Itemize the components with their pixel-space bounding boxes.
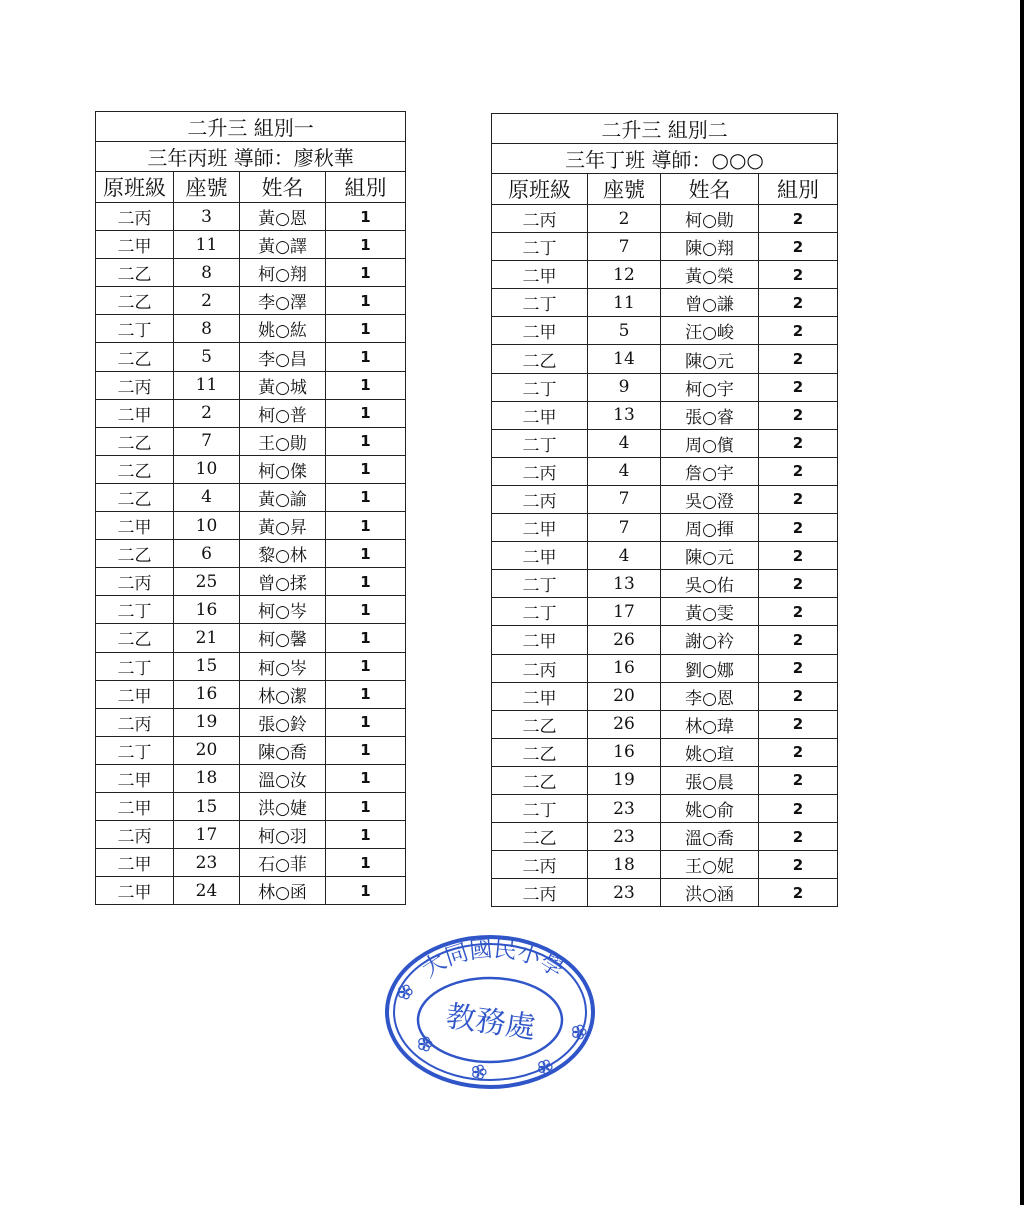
cell-original-class: 二甲 (96, 231, 174, 259)
cell-original-class: 二丁 (96, 315, 174, 343)
table-row (96, 568, 406, 596)
cell-original-class: 二丁 (96, 652, 174, 680)
cell-student-name: 姚○紘 (240, 315, 326, 343)
cell-student-name: 柯○宇 (661, 373, 759, 401)
cell-group: 1 (326, 259, 406, 287)
cell-seat-number: 5 (174, 343, 240, 371)
cell-group: 2 (759, 345, 838, 373)
cell-seat-number: 3 (174, 203, 240, 231)
header-original-class: 原班級 (96, 172, 174, 203)
cell-original-class: 二乙 (96, 624, 174, 652)
cell-group: 1 (326, 708, 406, 736)
cell-student-name: 柯○羽 (240, 821, 326, 849)
cell-original-class: 二甲 (96, 877, 174, 905)
cell-student-name: 周○儐 (661, 429, 759, 457)
cell-original-class: 二丁 (492, 598, 588, 626)
cell-seat-number: 15 (174, 652, 240, 680)
cell-seat-number: 26 (588, 626, 661, 654)
cell-seat-number: 4 (174, 483, 240, 511)
cell-student-name: 李○昌 (240, 343, 326, 371)
table-row (96, 371, 406, 399)
cell-group: 2 (759, 317, 838, 345)
cell-group: 2 (759, 766, 838, 794)
cell-student-name: 柯○馨 (240, 624, 326, 652)
cell-original-class: 二甲 (492, 542, 588, 570)
cell-group: 2 (759, 289, 838, 317)
cell-group: 2 (759, 794, 838, 822)
header-seat-number: 座號 (588, 174, 661, 205)
cell-student-name: 黃○雯 (661, 598, 759, 626)
cell-student-name: 王○勛 (240, 427, 326, 455)
table-row (492, 401, 838, 429)
cell-original-class: 二甲 (96, 512, 174, 540)
table-row (492, 766, 838, 794)
table-row (96, 596, 406, 624)
cell-original-class: 二乙 (96, 455, 174, 483)
header-seat-number: 座號 (174, 172, 240, 203)
table-title: 二升三 組別一 (96, 112, 406, 142)
cell-group: 2 (759, 682, 838, 710)
cell-student-name: 柯○岑 (240, 652, 326, 680)
header-name: 姓名 (661, 174, 759, 205)
cell-group: 2 (759, 233, 838, 261)
cell-seat-number: 11 (588, 289, 661, 317)
seal-office-name: 教務處 (443, 998, 538, 1047)
cell-seat-number: 4 (588, 542, 661, 570)
cell-student-name: 劉○娜 (661, 654, 759, 682)
cell-group: 1 (326, 287, 406, 315)
cell-student-name: 黃○昇 (240, 512, 326, 540)
cell-original-class: 二乙 (96, 343, 174, 371)
cell-seat-number: 4 (588, 457, 661, 485)
cell-seat-number: 24 (174, 877, 240, 905)
cell-original-class: 二丙 (96, 821, 174, 849)
cell-seat-number: 23 (174, 849, 240, 877)
cell-group: 2 (759, 570, 838, 598)
table-row (492, 205, 838, 233)
cell-seat-number: 13 (588, 401, 661, 429)
cell-original-class: 二甲 (96, 399, 174, 427)
cell-student-name: 黃○恩 (240, 203, 326, 231)
table-row (96, 821, 406, 849)
cell-original-class: 二丁 (492, 373, 588, 401)
cell-seat-number: 7 (588, 233, 661, 261)
table-row (96, 624, 406, 652)
cell-group: 2 (759, 485, 838, 513)
cell-group: 1 (326, 483, 406, 511)
table-title: 二升三 組別二 (492, 114, 838, 144)
table-row (492, 317, 838, 345)
cell-group: 1 (326, 849, 406, 877)
cell-student-name: 姚○瑄 (661, 738, 759, 766)
cell-seat-number: 8 (174, 315, 240, 343)
cell-seat-number: 25 (174, 568, 240, 596)
table-row (96, 680, 406, 708)
cell-seat-number: 2 (174, 399, 240, 427)
cell-original-class: 二甲 (492, 317, 588, 345)
cell-original-class: 二乙 (96, 287, 174, 315)
cell-original-class: 二乙 (492, 345, 588, 373)
cell-original-class: 二丙 (492, 485, 588, 513)
cell-seat-number: 7 (174, 427, 240, 455)
cell-original-class: 二甲 (96, 764, 174, 792)
cell-original-class: 二丁 (96, 736, 174, 764)
table-row (492, 457, 838, 485)
cell-seat-number: 7 (588, 485, 661, 513)
cell-seat-number: 2 (588, 205, 661, 233)
cell-original-class: 二丁 (492, 570, 588, 598)
cell-group: 1 (326, 568, 406, 596)
table-row (492, 710, 838, 738)
cell-seat-number: 5 (588, 317, 661, 345)
cell-group: 1 (326, 455, 406, 483)
cell-original-class: 二乙 (96, 540, 174, 568)
table-row (492, 542, 838, 570)
page-edge-bar (1020, 0, 1024, 1205)
table-row (96, 287, 406, 315)
cell-seat-number: 7 (588, 514, 661, 542)
cell-seat-number: 18 (588, 851, 661, 879)
table-row (96, 203, 406, 231)
cell-group: 1 (326, 371, 406, 399)
cell-seat-number: 23 (588, 879, 661, 907)
table-row (96, 259, 406, 287)
cell-student-name: 溫○汝 (240, 764, 326, 792)
cell-student-name: 吳○佑 (661, 570, 759, 598)
cell-group: 2 (759, 514, 838, 542)
cell-original-class: 二甲 (492, 682, 588, 710)
table-row (96, 652, 406, 680)
table-row (96, 849, 406, 877)
table-row (96, 483, 406, 511)
table-row (96, 343, 406, 371)
cell-original-class: 二乙 (492, 766, 588, 794)
cell-original-class: 二丙 (492, 457, 588, 485)
cell-student-name: 詹○宇 (661, 457, 759, 485)
header-name: 姓名 (240, 172, 326, 203)
cell-group: 2 (759, 654, 838, 682)
cell-seat-number: 11 (174, 231, 240, 259)
cell-original-class: 二丙 (492, 851, 588, 879)
table-row (492, 823, 838, 851)
cell-student-name: 林○函 (240, 877, 326, 905)
cell-original-class: 二丁 (492, 289, 588, 317)
cell-original-class: 二乙 (96, 259, 174, 287)
cell-original-class: 二丁 (492, 233, 588, 261)
table-row (96, 877, 406, 905)
cell-group: 2 (759, 429, 838, 457)
cell-original-class: 二丙 (96, 371, 174, 399)
cell-group: 2 (759, 261, 838, 289)
cell-student-name: 陳○元 (661, 345, 759, 373)
cell-seat-number: 10 (174, 512, 240, 540)
cell-original-class: 二丁 (492, 429, 588, 457)
table-subtitle: 三年丁班 導師：○○○ (492, 144, 838, 174)
table-row (492, 261, 838, 289)
table-subtitle: 三年丙班 導師：廖秋華 (96, 142, 406, 172)
cell-original-class: 二丁 (492, 794, 588, 822)
cell-seat-number: 11 (174, 371, 240, 399)
cell-original-class: 二丙 (492, 205, 588, 233)
cell-group: 2 (759, 823, 838, 851)
cell-group: 1 (326, 540, 406, 568)
cell-original-class: 二甲 (96, 792, 174, 820)
table-row (96, 736, 406, 764)
cell-seat-number: 18 (174, 764, 240, 792)
cell-original-class: 二丙 (96, 203, 174, 231)
cell-group: 1 (326, 652, 406, 680)
cell-student-name: 姚○俞 (661, 794, 759, 822)
cell-student-name: 陳○翔 (661, 233, 759, 261)
table-row (492, 794, 838, 822)
table-row (492, 654, 838, 682)
cell-seat-number: 16 (588, 738, 661, 766)
table-row (96, 792, 406, 820)
cell-student-name: 謝○衿 (661, 626, 759, 654)
cell-group: 2 (759, 401, 838, 429)
cell-group: 1 (326, 315, 406, 343)
cell-student-name: 柯○勛 (661, 205, 759, 233)
cell-group: 2 (759, 851, 838, 879)
cell-seat-number: 16 (588, 654, 661, 682)
cell-student-name: 曾○謙 (661, 289, 759, 317)
cell-student-name: 柯○岑 (240, 596, 326, 624)
table-row (492, 626, 838, 654)
cell-student-name: 張○鈴 (240, 708, 326, 736)
cell-seat-number: 12 (588, 261, 661, 289)
cell-seat-number: 20 (588, 682, 661, 710)
cell-original-class: 二丙 (96, 708, 174, 736)
cell-seat-number: 9 (588, 373, 661, 401)
table-row (492, 429, 838, 457)
table-row (492, 879, 838, 907)
cell-student-name: 李○澤 (240, 287, 326, 315)
cell-original-class: 二乙 (96, 427, 174, 455)
table-row (492, 682, 838, 710)
cell-group: 2 (759, 710, 838, 738)
cell-seat-number: 6 (174, 540, 240, 568)
cell-original-class: 二丙 (96, 568, 174, 596)
cell-student-name: 李○恩 (661, 682, 759, 710)
cell-student-name: 陳○元 (661, 542, 759, 570)
cell-group: 1 (326, 821, 406, 849)
cell-original-class: 二甲 (96, 680, 174, 708)
cell-seat-number: 15 (174, 792, 240, 820)
cell-group: 1 (326, 399, 406, 427)
cell-seat-number: 17 (588, 598, 661, 626)
seal-school-name: 大同國民小學 (417, 936, 569, 983)
cell-student-name: 洪○涵 (661, 879, 759, 907)
header-group: 組別 (326, 172, 406, 203)
cell-group: 1 (326, 596, 406, 624)
cell-student-name: 黃○城 (240, 371, 326, 399)
cell-group: 2 (759, 457, 838, 485)
header-original-class: 原班級 (492, 174, 588, 205)
cell-seat-number: 10 (174, 455, 240, 483)
cell-student-name: 石○菲 (240, 849, 326, 877)
cell-student-name: 溫○喬 (661, 823, 759, 851)
cell-group: 2 (759, 879, 838, 907)
cell-student-name: 黃○譯 (240, 231, 326, 259)
cell-student-name: 吳○澄 (661, 485, 759, 513)
cell-group: 2 (759, 542, 838, 570)
cell-student-name: 黃○諭 (240, 483, 326, 511)
cell-seat-number: 23 (588, 794, 661, 822)
table-row (96, 399, 406, 427)
cell-student-name: 黎○林 (240, 540, 326, 568)
cell-student-name: 洪○婕 (240, 792, 326, 820)
table-row (96, 764, 406, 792)
cell-student-name: 柯○翔 (240, 259, 326, 287)
cell-seat-number: 17 (174, 821, 240, 849)
cell-group: 2 (759, 738, 838, 766)
cell-group: 1 (326, 792, 406, 820)
cell-original-class: 二丙 (492, 879, 588, 907)
cell-original-class: 二乙 (96, 483, 174, 511)
cell-seat-number: 16 (174, 596, 240, 624)
blossom-icon (399, 985, 412, 999)
cell-group: 1 (326, 231, 406, 259)
cell-seat-number: 16 (174, 680, 240, 708)
cell-original-class: 二甲 (492, 261, 588, 289)
table-row (492, 373, 838, 401)
cell-seat-number: 13 (588, 570, 661, 598)
table-row (96, 540, 406, 568)
table-row (96, 708, 406, 736)
cell-seat-number: 19 (174, 708, 240, 736)
cell-seat-number: 21 (174, 624, 240, 652)
cell-group: 1 (326, 764, 406, 792)
cell-student-name: 曾○揉 (240, 568, 326, 596)
group-two-table (491, 113, 838, 907)
table-row (492, 233, 838, 261)
cell-seat-number: 8 (174, 259, 240, 287)
group-one-table (95, 111, 406, 905)
table-row (96, 427, 406, 455)
cell-student-name: 張○晨 (661, 766, 759, 794)
table-row (492, 485, 838, 513)
cell-original-class: 二丁 (96, 596, 174, 624)
cell-original-class: 二甲 (492, 401, 588, 429)
cell-group: 2 (759, 373, 838, 401)
cell-original-class: 二乙 (492, 823, 588, 851)
table-row (96, 455, 406, 483)
cell-student-name: 林○瑋 (661, 710, 759, 738)
cell-student-name: 黃○榮 (661, 261, 759, 289)
table-row (96, 315, 406, 343)
table-row (492, 570, 838, 598)
cell-original-class: 二丙 (492, 654, 588, 682)
table-row (492, 738, 838, 766)
cell-student-name: 周○揮 (661, 514, 759, 542)
cell-seat-number: 19 (588, 766, 661, 794)
table-row (492, 851, 838, 879)
cell-seat-number: 20 (174, 736, 240, 764)
cell-student-name: 柯○普 (240, 399, 326, 427)
table-row (492, 514, 838, 542)
cell-group: 1 (326, 203, 406, 231)
cell-group: 1 (326, 877, 406, 905)
table-row (96, 231, 406, 259)
cell-group: 1 (326, 512, 406, 540)
blossom-icon (473, 1065, 486, 1079)
cell-seat-number: 14 (588, 345, 661, 373)
cell-group: 1 (326, 736, 406, 764)
cell-original-class: 二甲 (96, 849, 174, 877)
table-row (492, 598, 838, 626)
table-row (492, 289, 838, 317)
cell-original-class: 二乙 (492, 738, 588, 766)
cell-original-class: 二甲 (492, 514, 588, 542)
cell-group: 1 (326, 343, 406, 371)
cell-student-name: 王○妮 (661, 851, 759, 879)
table-row (492, 345, 838, 373)
cell-group: 1 (326, 624, 406, 652)
cell-student-name: 陳○喬 (240, 736, 326, 764)
group-one-rows (96, 203, 406, 905)
cell-original-class: 二乙 (492, 710, 588, 738)
cell-student-name: 汪○峻 (661, 317, 759, 345)
cell-group: 1 (326, 427, 406, 455)
cell-group: 2 (759, 205, 838, 233)
table-row (96, 512, 406, 540)
cell-group: 2 (759, 626, 838, 654)
group-two-rows (492, 205, 838, 907)
cell-student-name: 張○睿 (661, 401, 759, 429)
school-seal (383, 932, 598, 1092)
cell-seat-number: 4 (588, 429, 661, 457)
header-group: 組別 (759, 174, 838, 205)
cell-group: 2 (759, 598, 838, 626)
cell-seat-number: 2 (174, 287, 240, 315)
cell-student-name: 柯○傑 (240, 455, 326, 483)
cell-original-class: 二甲 (492, 626, 588, 654)
cell-seat-number: 26 (588, 710, 661, 738)
cell-student-name: 林○潔 (240, 680, 326, 708)
cell-group: 1 (326, 680, 406, 708)
cell-seat-number: 23 (588, 823, 661, 851)
